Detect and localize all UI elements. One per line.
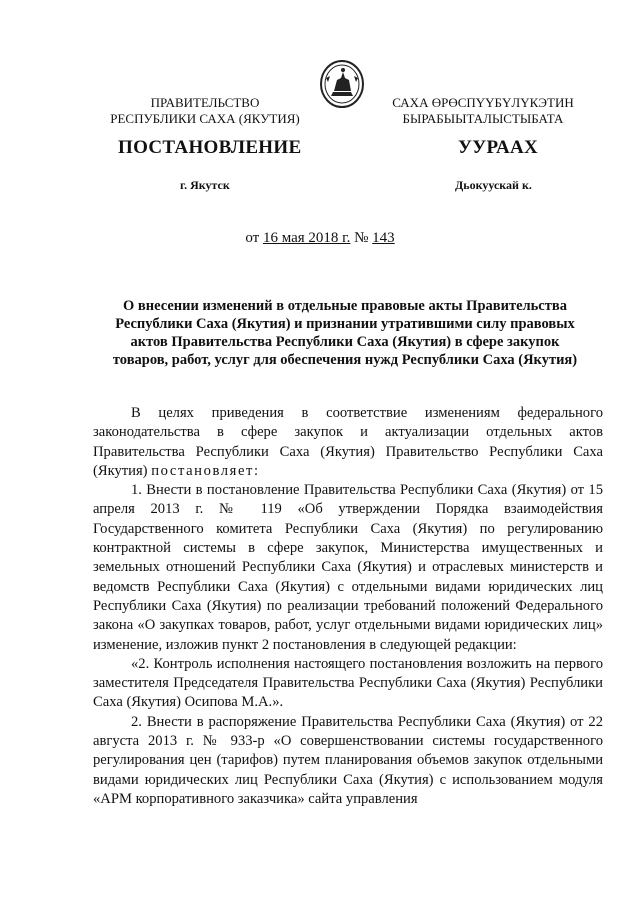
header-left-line1: ПРАВИТЕЛЬСТВО — [150, 95, 260, 110]
subject-line: Республики Саха (Якутия) и признании утратившими силу правовых — [115, 316, 575, 332]
preamble-resolves: постановляет: — [151, 462, 260, 479]
subject-line: О внесении изменений в отдельные правовые акты Правительства — [123, 298, 567, 314]
decree-prefix: от — [245, 230, 260, 246]
body-paragraph-2: 2. Внести в распоряжение Правительства Республики Саха (Якутия) от 22 августа 2013 г. № 933-р «О совершенствовании системы государственного регулирования цен (тарифов) путем планирования объемов закупок отдельными видами юридических лиц Республики Саха (Якутия) с использованием модуля «АРМ корпоративного заказчика» сайта управления — [93, 713, 603, 807]
header-right-line1: САХА ӨРӨСПҮҮБҮЛҮКЭТИН — [392, 95, 574, 110]
subject-line: товаров, работ, услуг для обеспечения нужд Республики Саха (Якутия) — [112, 352, 578, 368]
header-right-line2: БЫРАБЫЫТАЛЫСТЫБАТА — [402, 111, 564, 126]
government-header-ru — [100, 95, 310, 127]
decree-number-sign: № — [354, 230, 369, 246]
decree-body — [93, 404, 603, 809]
decree-date: 16 мая 2018 г. — [262, 230, 351, 246]
body-paragraph-1: 1. Внести в постановление Правительства Республики Саха (Якутия) от 15 апреля 2013 г. № 119 «Об утверждении Порядка взаимодействия Государственного комитета Республики Саха (Якутия) по регулированию контрактной системы в сфере закупок, Министерства имущественных и земельных отношений Республики Саха (Якутия) и отраслевых министерств и ведомств Республики Саха (Якутия) с отдельными видами юридических лиц Республики Саха (Якутия) по реализации требований положений Федерального закона «О закупках товаров, работ, услуг отдельными видами юридических лиц» изменение, изложив пункт 2 постановления в следующей редакции: — [93, 482, 603, 653]
decree-subject — [80, 297, 610, 369]
body-paragraph-preamble — [93, 404, 603, 481]
header-left-line2: РЕСПУБЛИКИ САХА (ЯКУТИЯ) — [110, 111, 300, 126]
body-paragraph-quote: «2. Контроль исполнения настоящего постановления возложить на первого заместителя Председателя Правительства Республики Саха (Якутия) Республики Саха (Якутия) Осипова М.А.». — [93, 655, 603, 711]
city-sakha: Дьокуускай к. — [455, 178, 532, 192]
title-uuraah: УУРААХ — [458, 137, 539, 158]
preamble-text: В целях приведения в соответствие изменениям федерального законодательства в сфере закупок и актуализации отдельных актов Правительства Республики Саха (Якутия) Правительство Республики Саха (Якутия) — [93, 405, 603, 479]
title-postanovlenie: ПОСТАНОВЛЕНИЕ — [118, 137, 302, 158]
subject-line: актов Правительства Республики Саха (Якутия) в сфере закупок — [130, 334, 560, 350]
decree-number: 143 — [372, 230, 395, 246]
city-ru: г. Якутск — [180, 178, 230, 192]
decree-date-number — [0, 230, 640, 247]
government-header-sakha — [378, 95, 588, 127]
coat-of-arms-emblem — [318, 58, 366, 110]
